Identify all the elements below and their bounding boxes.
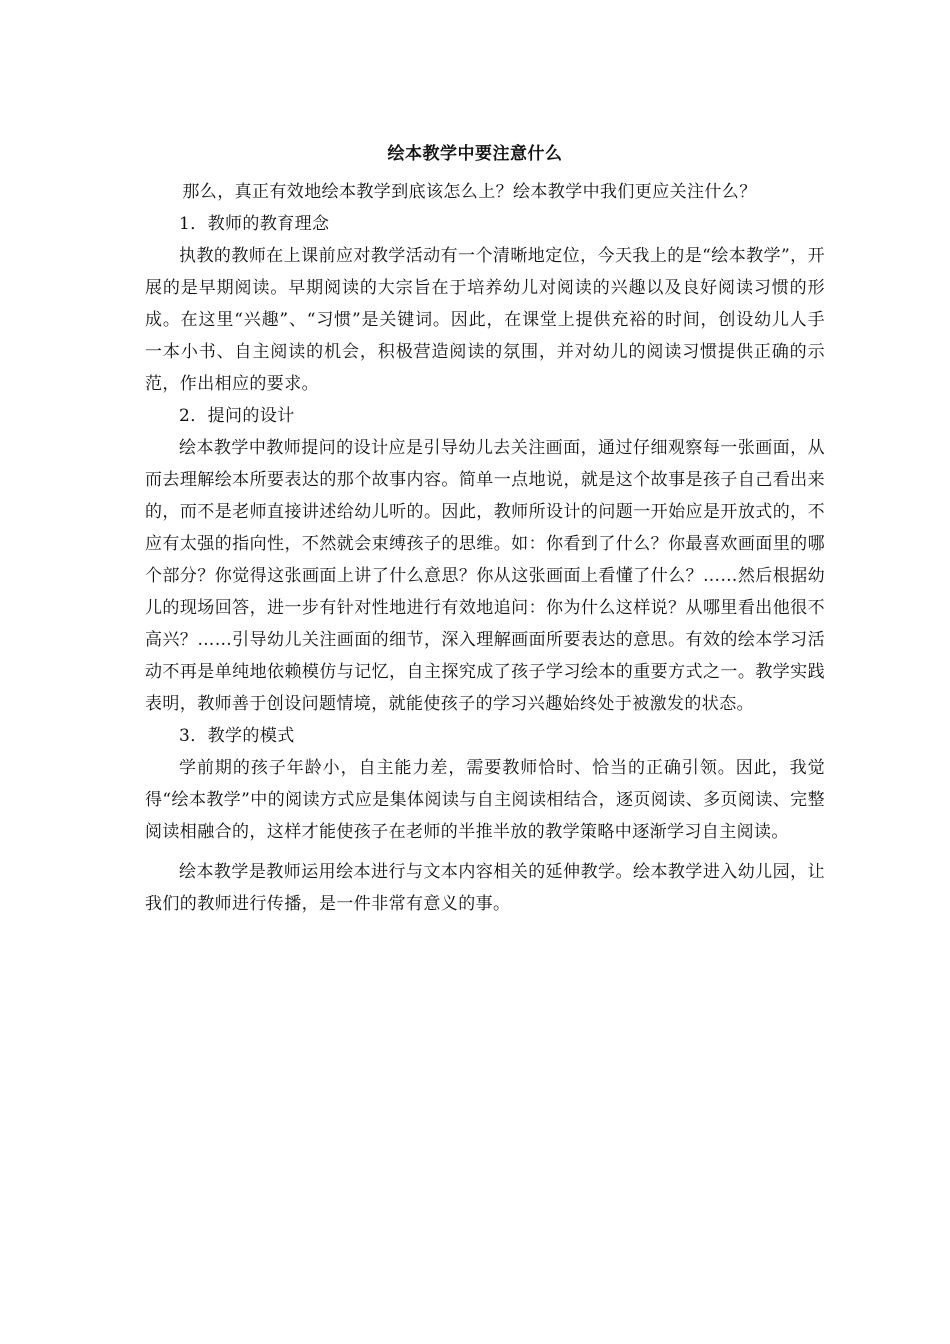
section-paragraph-3: 学前期的孩子年龄小，自主能力差，需要教师恰时、恰当的正确引领。因此，我觉得“绘本教学”中的阅读方式应是集体阅读与自主阅读相结合，逐页阅读、多页阅读、完整阅读相融合的，这样才能使孩子在老师的半推半放的教学策略中逐渐学习自主阅读。 <box>145 758 825 842</box>
section-paragraph-2: 绘本教学中教师提问的设计应是引导幼儿去关注画面，通过仔细观察每一张画面，从而去理解绘本所要表达的那个故事内容。简单一点地说，就是这个故事是孩子自己看出来的，而不是老师直接讲述给幼儿听的。因此，教师所设计的问题一开始应是开放式的，不应有太强的指向性，不然就会束缚孩子的思维。如：你看到了什么？你最喜欢画面里的哪个部分？你觉得这张画面上讲了什么意思？你从这张画面上看懂了什么？……然后根据幼儿的现场回答，进一步有针对性地进行有效地追问：你为什么这样说？从哪里看出他很不高兴？……引导幼儿关注画面的细节，深入理解画面所要表达的意思。有效的绘本学习活动不再是单纯地依赖模仿与记忆，自主探究成了孩子学习绘本的重要方式之一。教学实践表明，教师善于创设问题情境，就能使孩子的学习兴趣始终处于被激发的状态。 <box>145 438 825 714</box>
section-paragraph-1: 执教的教师在上课前应对教学活动有一个清晰地定位，今天我上的是“绘本教学”，开展的是早期阅读。早期阅读的大宗旨在于培养幼儿对阅读的兴趣以及良好阅读习惯的形成。在这里“兴趣”、“习惯”是关键词。因此，在课堂上提供充裕的时间，创设幼儿人手一本小书、自主阅读的机会，积极营造阅读的氛围，并对幼儿的阅读习惯提供正确的示范，作出相应的要求。 <box>145 246 825 394</box>
conclusion-paragraph: 绘本教学是教师运用绘本进行与文本内容相关的延伸教学。绘本教学进入幼儿园，让我们的教师进行传播，是一件非常有意义的事。 <box>145 862 825 914</box>
section-heading-3: 3．教学的模式 <box>179 726 295 746</box>
section-heading-2: 2．提问的设计 <box>179 406 295 426</box>
section-heading-1: 1．教师的教育理念 <box>179 214 330 234</box>
document-body <box>145 176 825 920</box>
intro-paragraph: 那么，真正有效地绘本教学到底该怎么上？绘本教学中我们更应关注什么？ <box>182 182 757 202</box>
document-title: 绘本教学中要注意什么 <box>387 144 563 164</box>
